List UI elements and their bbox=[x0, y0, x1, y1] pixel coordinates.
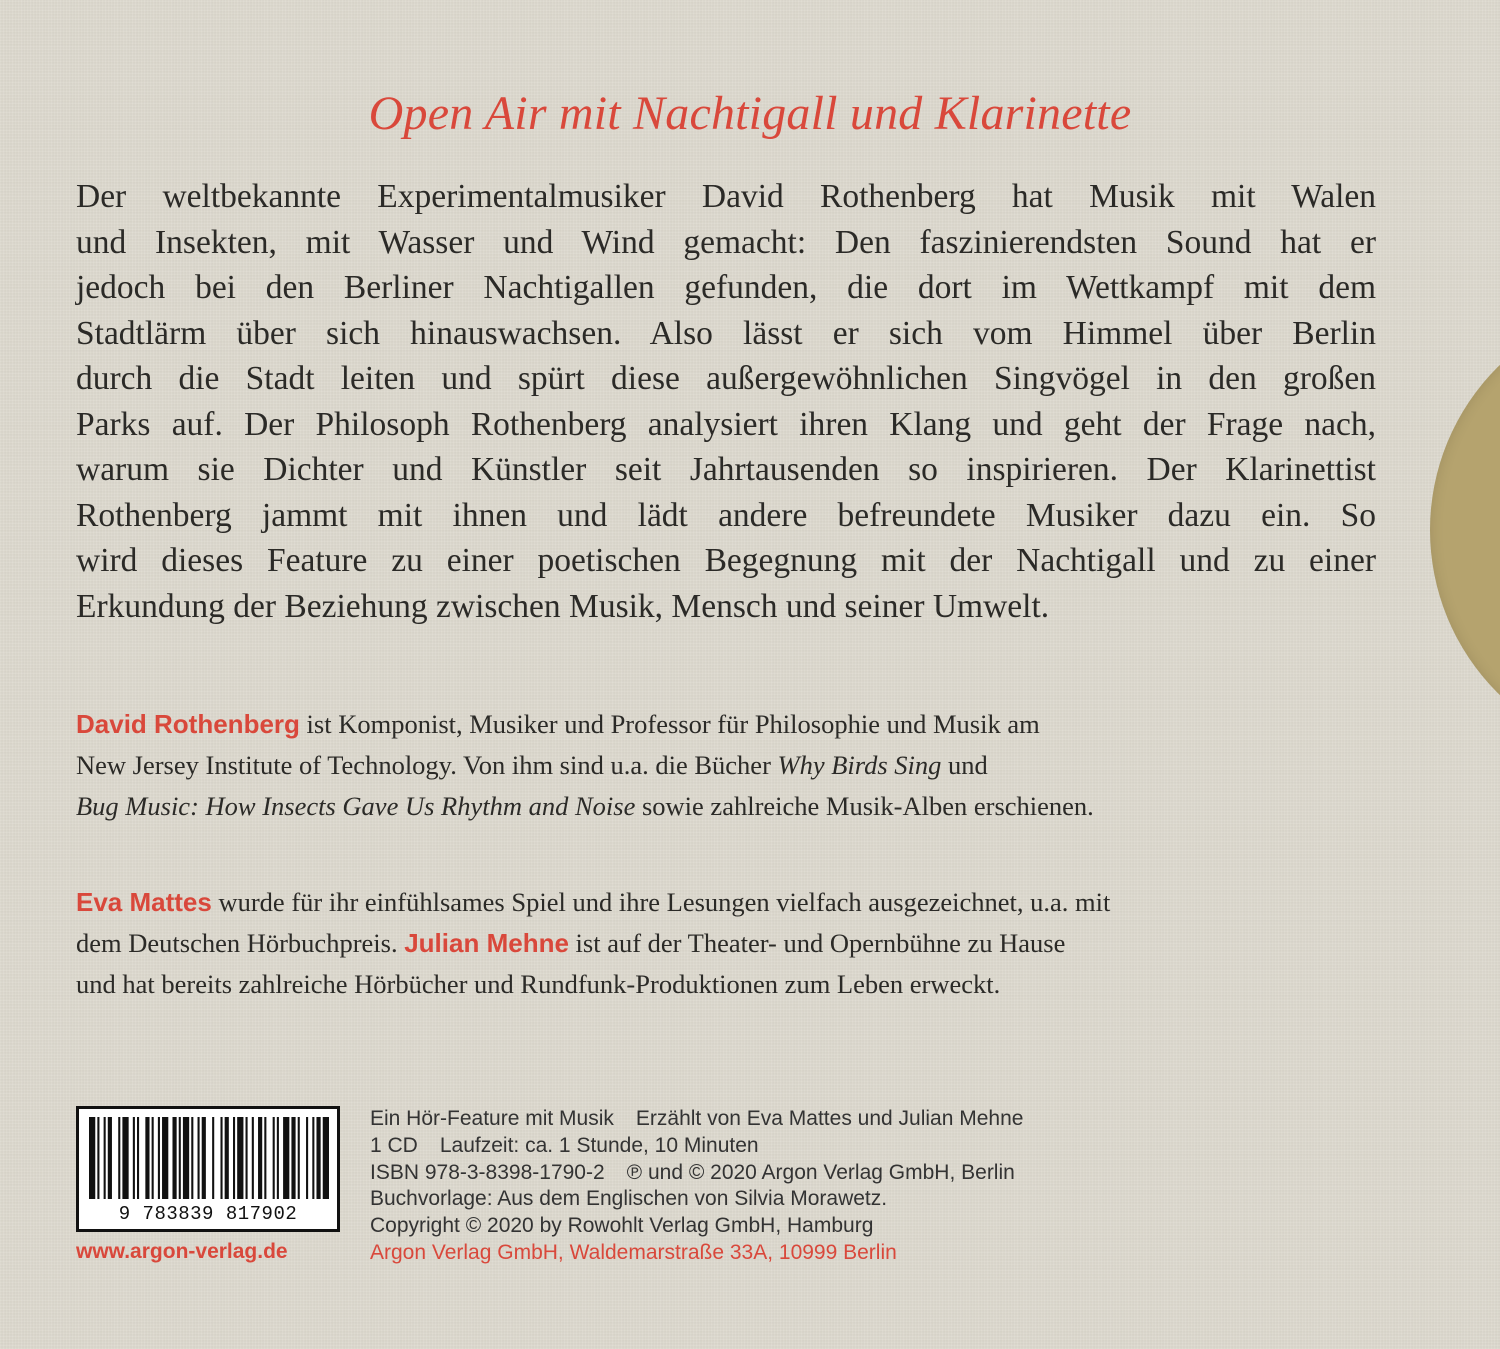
barcode-bar bbox=[306, 1117, 308, 1199]
author-name: David Rothenberg bbox=[76, 709, 300, 739]
barcode-bar bbox=[133, 1117, 135, 1199]
narrator-name: Eva Mattes bbox=[76, 887, 212, 917]
barcode-bar bbox=[198, 1117, 200, 1199]
barcode-bar bbox=[273, 1117, 275, 1199]
barcode-bar bbox=[323, 1117, 329, 1199]
description-line: Parks auf. Der Philosoph Rothenberg analysiert ihren Klang und geht der Frage nach, bbox=[76, 405, 1376, 443]
copyright-note: Copyright © 2020 by Rowohlt Verlag GmbH, Hamburg bbox=[370, 1214, 874, 1238]
barcode-bar bbox=[122, 1117, 128, 1199]
narrator-bio-text: und hat bereits zahlreiche Hörbücher und Rundfunk-Produktionen zum Leben erweckt. bbox=[76, 969, 1001, 999]
page-title: Open Air mit Nachtigall und Klarinette bbox=[368, 87, 1132, 140]
barcode-bar bbox=[172, 1117, 176, 1199]
barcode-bar bbox=[137, 1117, 139, 1199]
description-line: durch die Stadt leiten und spürt diese außergewöhnlichen Singvögel in den großen bbox=[76, 360, 1376, 397]
barcode-bar bbox=[258, 1117, 262, 1199]
barcode-bar bbox=[89, 1117, 95, 1199]
barcode-bar bbox=[220, 1117, 222, 1199]
description-line: und Insekten, mit Wasser und Wind gemacht: Den faszinierendsten Sound hat er bbox=[76, 223, 1376, 261]
barcode-bar bbox=[225, 1117, 229, 1199]
barcode-bar bbox=[118, 1117, 120, 1199]
cd-count: 1 CD bbox=[370, 1133, 418, 1157]
credits-line bbox=[370, 1106, 1023, 1133]
book-title: Why Birds Sing bbox=[777, 750, 942, 780]
author-bio-text: New Jersey Institute of Technology. Von ihm sind u.a. die Bücher bbox=[76, 750, 778, 780]
barcode-bar bbox=[97, 1117, 99, 1199]
barcode-bar bbox=[264, 1117, 266, 1199]
credits-line bbox=[370, 1133, 1023, 1160]
barcode-bar bbox=[104, 1117, 106, 1199]
source-note: Buchvorlage: Aus dem Englischen von Silvia Morawetz. bbox=[370, 1187, 888, 1211]
barcode-bar bbox=[283, 1117, 289, 1199]
barcode-bar bbox=[233, 1117, 235, 1199]
description-line: Stadtlärm über sich hinauswachsen. Also lässt er sich vom Himmel über Berlin bbox=[76, 314, 1376, 352]
barcode-bar bbox=[179, 1117, 181, 1199]
barcode-bar bbox=[252, 1117, 254, 1199]
barcode-bar bbox=[191, 1117, 193, 1199]
cd-disc bbox=[1430, 300, 1500, 760]
author-bio-text: und bbox=[941, 750, 988, 780]
runtime: Laufzeit: ca. 1 Stunde, 10 Minuten bbox=[439, 1133, 759, 1157]
narrated-by: Erzählt von Eva Mattes und Julian Mehne bbox=[635, 1107, 1024, 1130]
author-bio bbox=[76, 704, 1376, 827]
credits-line bbox=[370, 1160, 1023, 1187]
narrator-bio-text: wurde für ihr einfühlsames Spiel und ihre Lesungen vielfach ausgezeichnet, u.a. mit bbox=[211, 887, 1111, 917]
barcode-bar bbox=[202, 1117, 206, 1199]
description bbox=[76, 174, 1376, 629]
barcode-bar bbox=[277, 1117, 279, 1199]
author-bio-text: ist Komponist, Musiker und Professor für Philosophie und Musik am bbox=[299, 709, 1040, 739]
description-line: Rothenberg jammt mit ihnen und lädt andere befreundete Musiker dazu ein. So bbox=[76, 496, 1376, 534]
barcode-bar bbox=[316, 1117, 320, 1199]
feature-type: Ein Hör-Feature mit Musik bbox=[370, 1107, 614, 1130]
barcode-bar bbox=[152, 1117, 154, 1199]
description-line: wird dieses Feature zu einer poetischen Begegnung mit der Nachtigall und zu einer bbox=[76, 542, 1376, 579]
book-title: Bug Music: How Insects Gave Us Rhythm and Noise bbox=[76, 791, 636, 821]
description-line: Erkundung der Beziehung zwischen Musik, Mensch und seiner Umwelt. bbox=[76, 587, 1050, 625]
barcode-number: 9 783839 817902 bbox=[118, 1203, 298, 1225]
description-line: Der weltbekannte Experimentalmusiker David Rothenberg hat Musik mit Walen bbox=[76, 178, 1376, 215]
barcode-bars bbox=[89, 1117, 329, 1199]
barcode-bar bbox=[158, 1117, 160, 1199]
barcode-bar bbox=[183, 1117, 189, 1199]
barcode-bar bbox=[145, 1117, 149, 1199]
isbn: ISBN 978-3-8398-1790-2 bbox=[370, 1160, 605, 1184]
publisher-address: Argon Verlag GmbH, Waldemarstraße 33A, 10999 Berlin bbox=[370, 1240, 897, 1264]
narrator-name: Julian Mehne bbox=[404, 928, 569, 958]
barcode-bar bbox=[298, 1117, 300, 1199]
barcode-bar bbox=[108, 1117, 112, 1199]
barcode-bar bbox=[162, 1117, 168, 1199]
barcode-bar bbox=[312, 1117, 314, 1199]
narrators-bio bbox=[76, 882, 1376, 1005]
website-link[interactable]: www.argon-verlag.de bbox=[76, 1240, 288, 1263]
description-line: jedoch bei den Berliner Nachtigallen gefunden, die dort im Wettkampf mit dem bbox=[76, 269, 1376, 306]
barcode-bar bbox=[212, 1117, 214, 1199]
author-bio-text: sowie zahlreiche Musik-Alben erschienen. bbox=[635, 791, 1094, 821]
phonogram-copyright: ℗ und © 2020 Argon Verlag GmbH, Berlin bbox=[626, 1160, 1015, 1184]
narrator-bio-text: dem Deutschen Hörbuchpreis. bbox=[76, 928, 405, 958]
barcode-bar bbox=[237, 1117, 243, 1199]
narrator-bio-text: ist auf der Theater- und Opernbühne zu Hause bbox=[568, 928, 1066, 958]
barcode bbox=[76, 1106, 340, 1232]
credits bbox=[370, 1106, 1023, 1267]
barcode-bar bbox=[246, 1117, 248, 1199]
barcode-bar bbox=[291, 1117, 295, 1199]
description-line: warum sie Dichter und Künstler seit Jahrtausenden so inspirieren. Der Klarinettist bbox=[76, 451, 1376, 488]
